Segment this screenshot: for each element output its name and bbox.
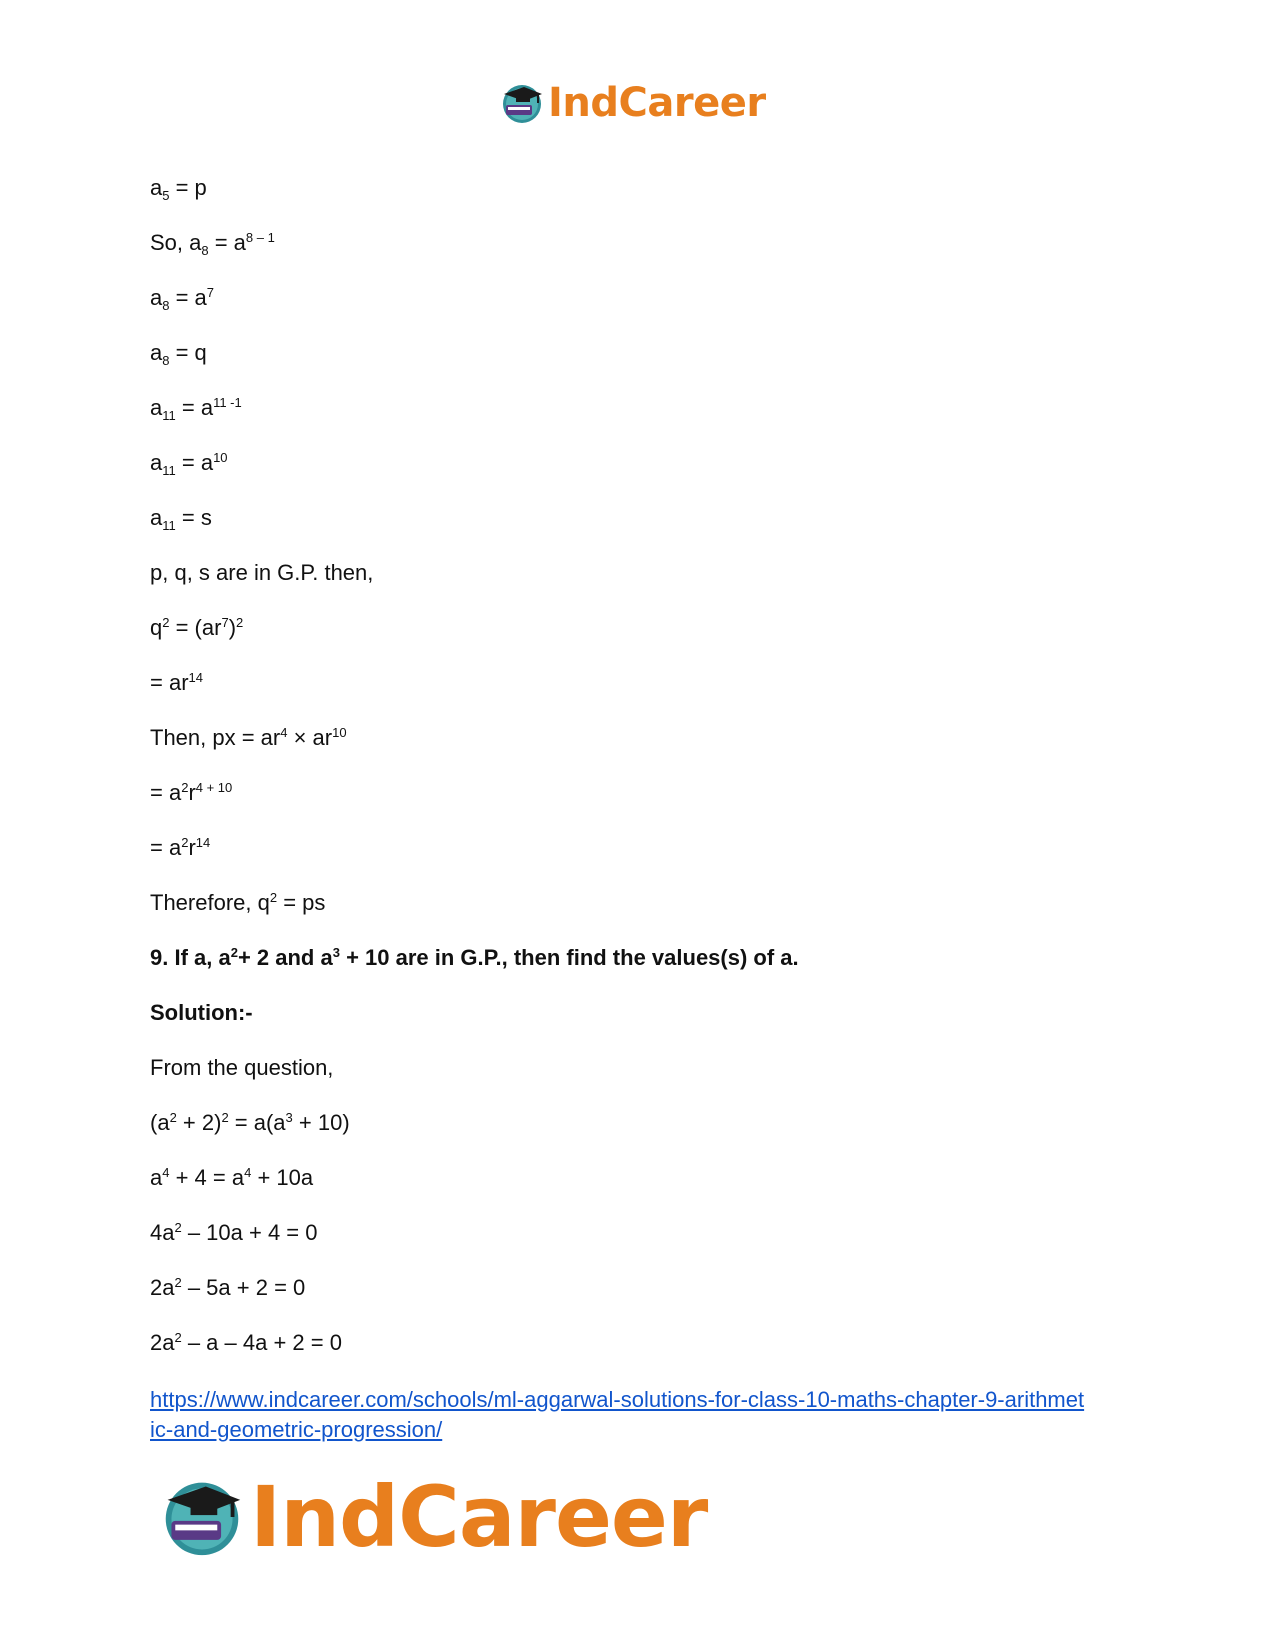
equation-line: $a_{11} = a^{10}$ [150,450,228,478]
equation-line: $a^4 + 4 = a^4 + 10a$ [150,1165,314,1190]
source-link[interactable]: https://www.indcareer.com/schools/ml-aggarwal-solutions-for-class-10-maths-chapter-9-arithmet ic-and-geometric-progression/ [150,1387,1085,1442]
equation-line: $q^2 = (ar^7)^2$ [150,615,244,640]
equation-line: $a_{11} = a^{11 -1}$ [150,395,242,423]
equation-line: $(a^2 + 2)^2 = a(a^3 + 10)$ [150,1110,350,1135]
equation-line: $2a^2 - 5a + 2 = 0$ [150,1275,306,1300]
equation-line: = $a^2r^{14}$ [150,835,211,860]
document-body [150,174,1130,1445]
header-logo [500,80,766,126]
equation-line: Then, px = $ar^4 \times ar^{10}$ [150,725,347,750]
brand-name: IndCareer [548,80,766,126]
graduation-cap-book-globe-icon [500,81,544,125]
equation-line: = $ar^{14}$ [150,670,203,695]
text-line: p, q, s are in G.P. then, [150,560,374,585]
solution-heading: Solution:- [150,1000,253,1025]
graduation-cap-book-globe-icon [160,1475,244,1559]
equation-line: $a_8 = q$ [150,340,207,368]
question-heading: 9. If a, $a^2+ 2$ and $a^3 + 10$ are in G.P., then find the values(s) of a. [150,945,799,970]
footer-logo [160,1468,707,1566]
equation-line: $2a^2 - a - 4a + 2 = 0$ [150,1330,342,1355]
equation-line: $a_{11} = s$ [150,505,212,533]
equation-line: $4a^2 - 10a + 4 = 0$ [150,1220,318,1245]
equation-line: $a_5 = p$ [150,175,207,203]
equation-line: = $a^2r^{4 + 10}$ [150,780,233,805]
brand-name: IndCareer [250,1468,708,1566]
equation-line: Therefore, $q^2$ = ps [150,890,326,915]
equation-line: $a_8 = a^7$ [150,285,215,313]
text-line: From the question, [150,1055,334,1080]
equation-line: So, $a_8 = a^{8 - 1}$ [150,230,275,258]
